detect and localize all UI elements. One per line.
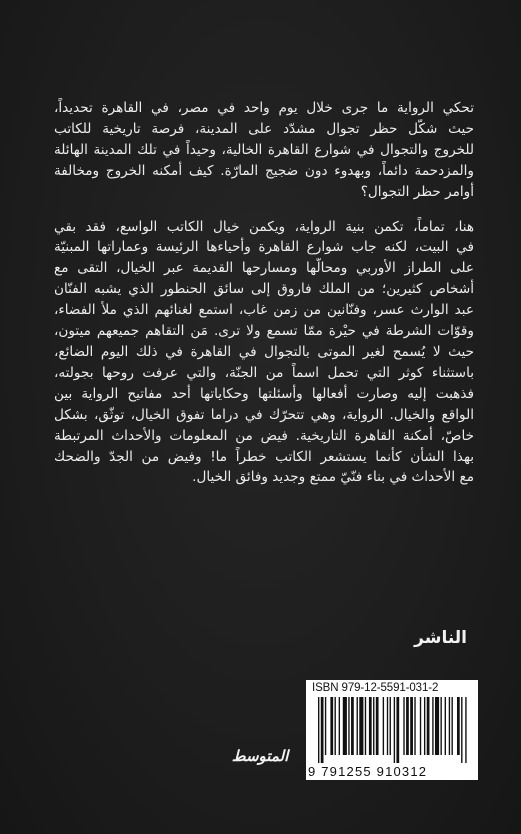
blurb-line: الواقع والخيال. الرواية، وهي تتحرّك في دراما تفوق الخيال، توثّق، بشكل [54,406,474,423]
blurb-line: على الطراز الأوربي ومحالّها ومسارحها القديمة عبر الخيال، التقى مع [54,260,474,277]
barcode-bar [330,697,333,755]
barcode-bar [449,697,450,755]
barcode-bar [403,697,404,755]
imprint-logo: المتوسط [231,747,289,765]
blurb-line: والمزدحمة دائماً، وبهدوء دون ضجيج المارّة. كيف أمكنه الخروج ومخالفة [54,162,474,179]
barcode-bar [376,697,379,755]
blurb-line: للخروج والتجوال في شوارع القاهرة الخالية، وحيداً في تلك المدينة الهائلة [54,141,474,158]
barcode-bar [318,697,319,763]
blurb-text [54,98,474,502]
barcode-bar [424,697,425,755]
blurb-line: وقوّات الشرطة في حيْرة ممّا تسمع ولا ترى. مَن التقاهم جميعهم ميتون، [54,323,474,340]
blurb-line: فذهبت إليه وصارت أفعالها وأسئلتها وحكاياتها أحد مفاتيح الرواية بين [54,385,474,402]
barcode-bar [325,697,326,755]
barcode-bar [359,697,363,755]
barcode-bar [445,697,446,755]
barcode-bar [348,697,349,755]
barcode-bar [451,697,452,755]
barcode-bar [387,697,388,755]
isbn-label: ISBN 979-12-5591-031-2 [312,682,439,694]
isbn-barcode [306,680,478,780]
barcode-bar [440,697,441,755]
barcode-bar [432,697,433,755]
barcode-bar [414,697,415,755]
barcode-bar [394,697,395,763]
blurb-line: أوامر حظر التجوال؟ [360,183,474,200]
barcode-bar [461,697,462,763]
blurb-paragraph-2 [54,217,474,489]
barcode-bar [435,697,439,755]
barcode-bar [410,697,413,755]
barcode-bar [406,697,409,755]
blurb-line: بهذا الشأن كأنما يستشعر الكاتب خطراً ما! وفيض من الجدّ والضحك [54,448,474,465]
isbn-digits: 9 791255 910312 [308,764,428,779]
blurb-line: عبد الوارث عسر، وفنّانين من زمن غاب، استمع لغنائهم الذي ملأ الفضاء، [54,302,474,319]
publisher-signature: الناشر [414,628,467,648]
blurb-line: خاصّ، أمكنة القاهرة التاريخية. فيض من المعلومات والأحداث المرتبطة [54,427,474,444]
blurb-line: حيث شكّل حظر تجوال مشدّد على المدينة، فرصة تاريخية للكاتب [54,120,474,137]
blurb-line: حيث لا يُسمح لغير الموتى بالتجوال في القاهرة في ذلك اليوم الضائع، [54,343,474,360]
barcode-bar [427,697,430,755]
blurb-line: هنا، تماماً، تكمن بنية الرواية، ويكمن خيال الكاتب الواسع، فقد بقي [54,218,474,235]
barcode-bar [383,697,384,755]
barcode-bar [390,697,391,755]
blurb-line: في البيت، لكنه جاب شوارع القاهرة وأحياءها الرئيسة وعماراتها المبنيّة [54,239,474,256]
blurb-line: تحكي الرواية ما جرى خلال يوم واحد في مصر، في القاهرة تحديداً، [54,100,474,116]
barcode-bars [318,697,468,763]
barcode-bar [465,697,466,763]
blurb-line: أشخاص كثيرين؛ من الملك فاروق إلى سائق الحنطور الذي يشبه الفنّان [54,281,474,298]
barcode-bar [373,697,374,755]
barcode-bar [351,697,354,755]
barcode-bar [457,697,460,755]
barcode-bar [365,697,366,755]
barcode-bar [369,697,372,755]
barcode-bar [321,697,324,763]
barcode-bar [343,697,347,755]
blurb-line: مع الأحداث في بناء فنّيّ ممتع وجديد وفائق الخيال. [192,469,474,486]
barcode-bar [420,697,421,755]
blurb-line: باستثناء كوثر التي تحمل اسماً من الجنّة، والتي عرفت روحها بجولته، [54,364,474,381]
barcode-bar [357,697,358,755]
barcode-bar [339,697,340,755]
barcode-bar [335,697,336,755]
blurb-paragraph-1 [54,98,474,203]
barcode-bar [396,697,399,763]
